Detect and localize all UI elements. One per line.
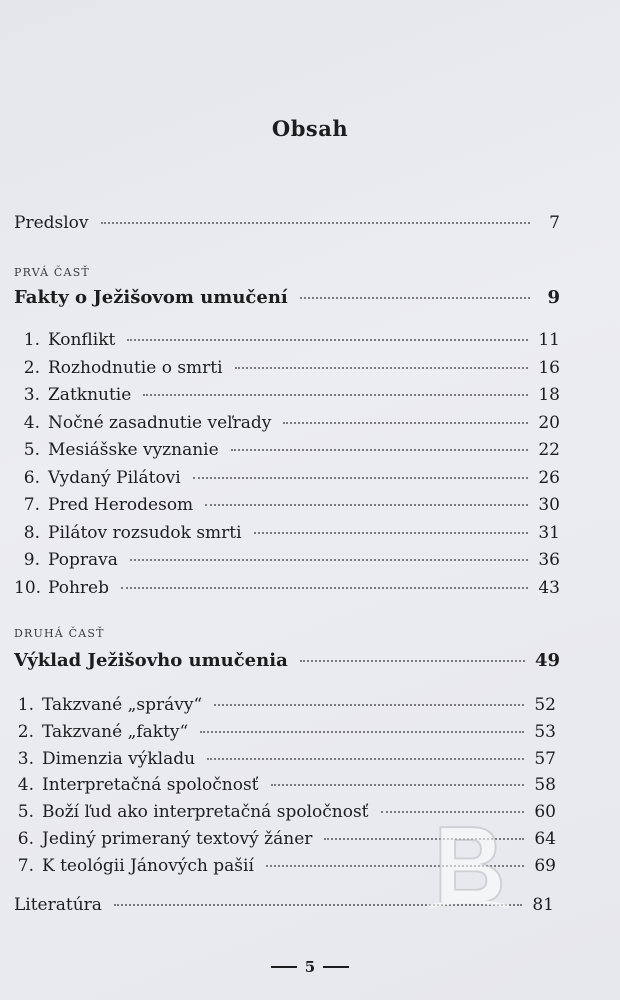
entry-label: Pohreb [48,577,110,598]
entry-label: Poprava [48,550,118,570]
entry-number: 2. [23,357,40,378]
entry-label: Vydaný Pilátovi [48,467,181,488]
entry-label: Literatúra [14,895,102,915]
toc-entry [14,357,560,379]
folio-number: 5 [304,958,316,976]
dot-leader [214,703,524,706]
dot-leader [143,393,528,396]
dot-leader [381,810,525,813]
part2-label: DRUHÁ ČASŤ [14,627,105,640]
dot-leader [207,757,524,760]
entry-label: Dimenzia výkladu [42,748,196,769]
b-letter-logo-icon [422,818,514,910]
toc-entry [14,412,560,434]
entry-label: Mesiášske vyznanie [48,440,219,460]
toc-entry [12,694,556,716]
entry-number: 9. [23,550,40,570]
dot-leader [121,586,528,589]
entry-label: Výklad Ježišovho umučenia [14,650,288,671]
entry-number: 3. [23,385,40,405]
entry-page: 53 [534,721,556,742]
entry-page: 49 [534,650,560,671]
entry-number: 7. [23,495,40,515]
entry-label: Pilátov rozsudok smrti [48,522,242,543]
entry-number: 5. [17,802,34,823]
dot-leader [200,730,524,733]
entry-label: Fakty o Ježišovom umučení [14,287,288,308]
entry-page: 18 [538,385,560,405]
dot-leader [254,531,529,534]
entry-page: 52 [534,695,556,715]
dot-leader [300,659,525,662]
page-title: Obsah [271,116,349,141]
entry-page: 30 [538,495,560,515]
entry-page: 60 [534,802,556,823]
entry-page: 69 [534,855,556,876]
entry-page: 9 [547,287,560,308]
entry-page: 20 [538,412,560,433]
entry-label: Predslov [14,213,89,233]
entry-page: 11 [538,330,560,350]
dot-leader [205,503,528,506]
toc-entry [14,329,560,351]
entry-page: 58 [534,775,556,796]
entry-page: 81 [532,895,554,915]
entry-number: 1. [17,695,34,715]
part1-label: PRVÁ ČASŤ [14,266,90,279]
dot-leader [193,476,529,479]
toc-entry-preface [14,212,560,234]
toc-entry [14,522,560,544]
entry-page: 16 [538,357,560,378]
entry-label: Interpretačná spoločnosť [42,775,259,796]
entry-page: 7 [549,213,560,233]
entry-number: 3. [17,748,34,769]
entry-label: Pred Herodesom [48,495,194,515]
toc-entry [14,467,560,489]
toc-entry [14,494,560,516]
entry-label: Zatknutie [48,385,132,405]
entry-number: 5. [23,440,40,460]
page-number [0,958,620,976]
toc-entry [12,721,556,743]
entry-label: Takzvané „správy“ [42,695,203,715]
entry-label: Konflikt [48,330,116,350]
entry-number: 10. [14,577,42,598]
toc-entry [14,439,560,461]
entry-page: 26 [538,467,560,488]
entry-page: 36 [538,550,560,570]
dot-leader [235,366,529,369]
dot-leader [101,221,530,224]
entry-number: 1. [23,330,40,350]
entry-label: Rozhodnutie o smrti [48,357,223,378]
dot-leader [127,338,528,341]
toc-entry [14,577,560,599]
entry-label: K teológii Jánových pašií [42,855,254,876]
entry-number: 7. [17,855,34,876]
entry-number: 4. [17,775,34,796]
entry-label: Takzvané „fakty“ [42,721,189,742]
dot-leader [130,558,528,561]
entry-label: Boží ľud ako interpretačná spoločnosť [42,802,369,823]
dot-leader [300,296,530,299]
entry-page: 43 [538,577,560,598]
dot-leader [283,421,528,424]
toc-entry [12,748,556,770]
part1-heading [14,287,560,309]
folio-rule-right [323,966,349,968]
entry-page: 22 [538,440,560,460]
entry-number: 6. [17,829,34,849]
entry-page: 57 [534,748,556,769]
entry-label: Jediný primeraný textový žáner [42,829,313,849]
folio-rule-left [271,966,297,968]
toc-entry [14,549,560,571]
part2-heading [14,650,560,672]
toc-entry [12,774,556,796]
entry-page: 64 [534,829,556,849]
dot-leader [231,448,529,451]
entry-number: 6. [23,467,40,488]
entry-number: 2. [17,721,34,742]
entry-label: Nočné zasadnutie veľrady [48,412,272,433]
entry-page: 31 [538,522,560,543]
entry-number: 4. [23,412,40,433]
toc-entry [14,384,560,406]
entry-number: 8. [23,522,40,543]
dot-leader [271,783,525,786]
